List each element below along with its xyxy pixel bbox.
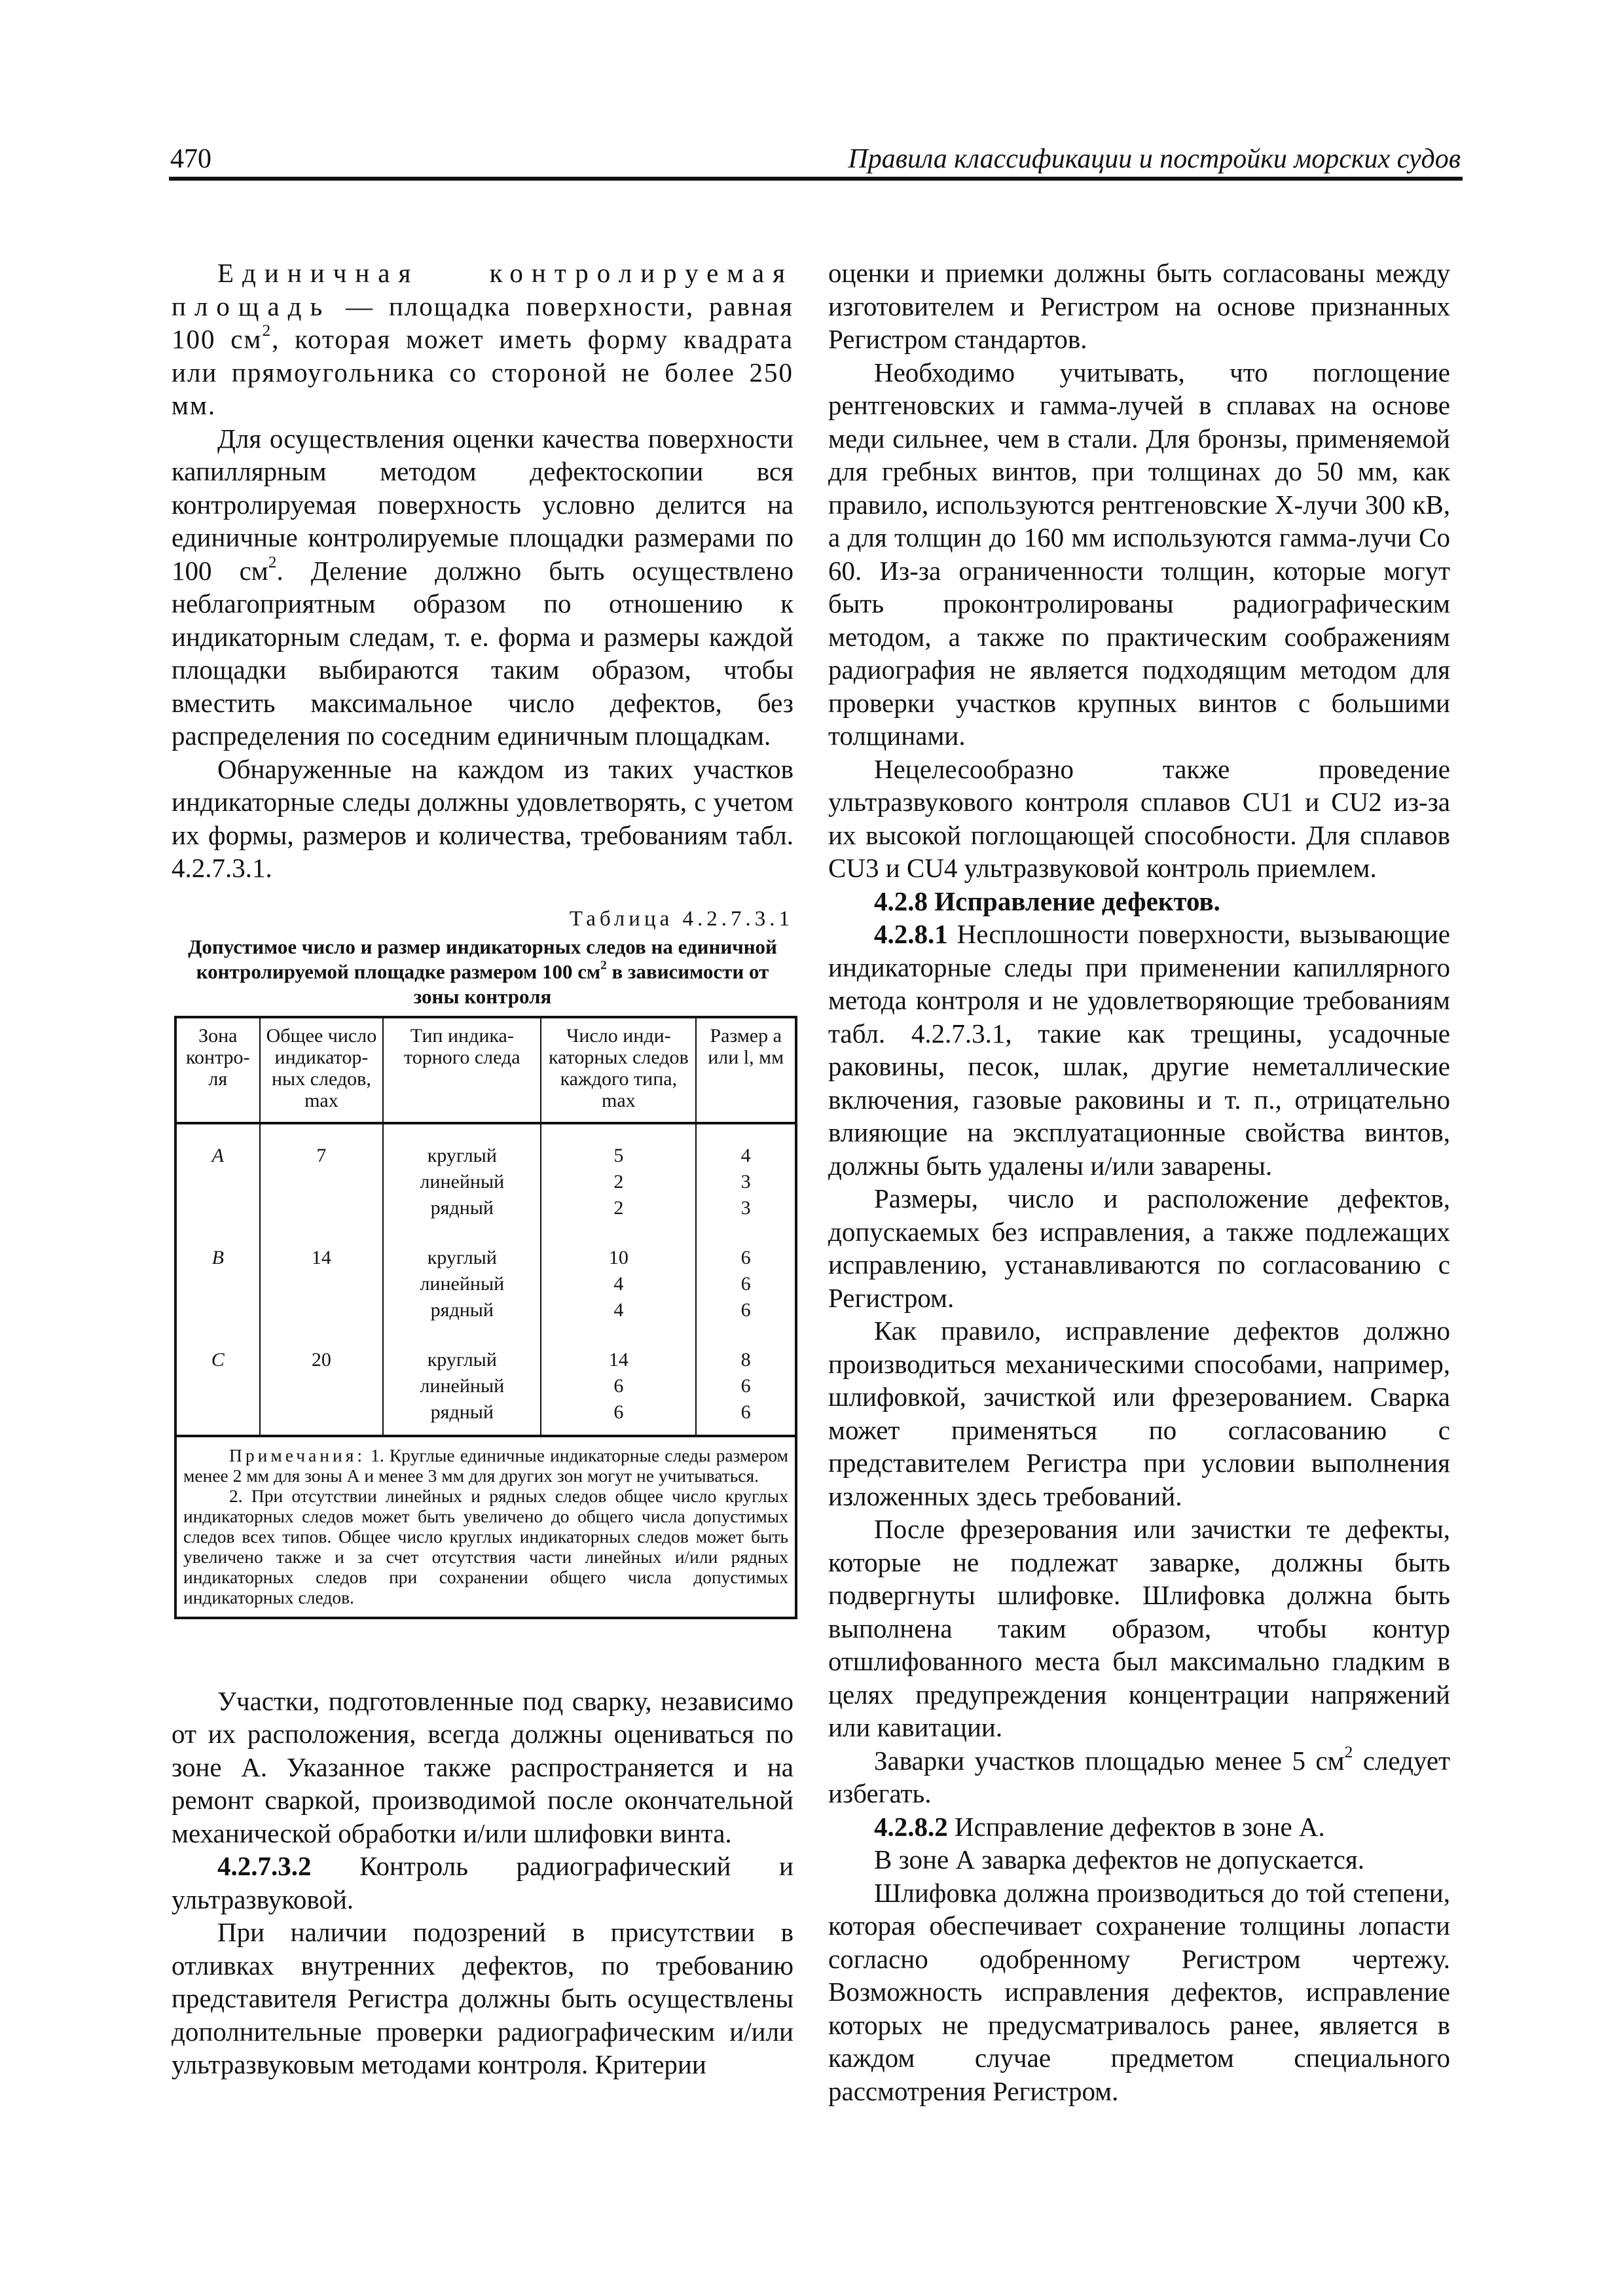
table-caption: Таблица 4.2.7.3.1	[569, 906, 793, 931]
zone-cell: B	[211, 1246, 224, 1268]
paragraph: Заварки участков площадью менее 5 $см^2$ следует избегать.	[828, 1742, 1450, 1808]
section-heading: 4.2.8 Исправление дефектов.	[874, 886, 1220, 916]
paragraph: Единичная контролируемая площадь — площадка поверхности, равная 100 $см^2$, которая может иметь форму квадрата или прямоугольника со стороной не более 250 мм.	[172, 258, 793, 420]
page-number: 470	[170, 144, 211, 174]
column-header: Число инди-каторных следов каждого типа, max	[541, 1017, 696, 1123]
paragraph: В зоне А заварка дефектов не допускается.	[874, 1844, 1364, 1874]
table-row: C 20 круглый линейный рядный 14 6 6 8 6 6	[175, 1347, 796, 1436]
paragraph: При наличии подозрений в присутствии в отливках внутренних дефектов, по требованию представителя Регистра должны быть осуществлены дополнительные проверки радиографическим и/или ультразвуковым методами контроля. Критерии	[172, 1917, 793, 2079]
paragraph: После фрезерования или зачистки те дефекты, которые не подлежат заварке, должны быть подвергнуты шлифовке. Шлифовка должна быть выполнена таким образом, чтобы контур отшлифованного места был максимально гладким в целях предупреждения концентрации напряжений или кавитации.	[828, 1514, 1450, 1742]
paragraph: Размеры, число и расположение дефектов, допускаемых без исправления, а также подлежащих исправлению, устанавливаются по согласованию с Регистром.	[828, 1183, 1450, 1313]
total-cell: 14	[311, 1246, 331, 1268]
paragraph: Как правило, исправление дефектов должно производиться механическими способами, например, шлифовкой, зачисткой или фрезерованием. Сварка может применяться по согласованию с представителем Регистра при условии выполнения изложенных здесь требований.	[828, 1316, 1450, 1511]
left-column	[172, 257, 793, 2081]
table-row: B 14 круглый линейный рядный 10 4 4 6 6 6	[175, 1245, 796, 1347]
table-notes: Примечания: 1. Круглые единичные индикаторные следы размером менее 2 мм для зоны А и менее 3 мм для других зон могут не учитываться. 2. При отсутствии линейных и рядных следов общее число круглых индикаторных следов может быть увеличено до общего числа допустимых следов всех типов. Общее число круглых индикаторных следов может быть увеличено также и за счет отсутствия части линейных и/или рядных индикаторных следов при сохранении общего числа допустимых индикаторных следов.	[175, 1436, 796, 1618]
running-title: Правила классификации и постройки морских судов	[848, 144, 1461, 174]
paragraph: Нецелесообразно также проведение ультразвукового контроля сплавов CU1 и CU2 из-за их высокой поглощающей способности. Для сплавов CU3 и CU4 ультразвуковой контроль приемлем.	[828, 753, 1450, 883]
table-header-row	[175, 1017, 796, 1123]
column-header: Размер a или l, мм	[696, 1017, 796, 1123]
column-header: Зона контро-ля	[175, 1017, 260, 1123]
paragraph: 4.2.7.3.2 Контроль радиографический и ультразвуковой.	[172, 1851, 793, 1914]
paragraph: Для осуществления оценки качества поверхности капиллярным методом дефектоскопии вся контролируемая поверхность условно делится на единичные контролируемые площадки размерами по 100 $см^2$. Деление должно быть осуществлено неблагоприятным образом по отношению к индикаторным следам, т. е. форма и размеры каждой площадки выбираются таким образом, чтобы вместить максимальное число дефектов, без распределения по соседним единичным площадкам.	[172, 423, 793, 751]
header-rule	[169, 177, 1463, 181]
term: Единичная контролируемая площадь	[172, 258, 793, 321]
paragraph: оценки и приемки должны быть согласованы между изготовителем и Регистром на основе признанных Регистром стандартов.	[828, 258, 1450, 354]
paragraph: 4.2.8.2 Исправление дефектов в зоне А.	[874, 1811, 1325, 1842]
zone-cell: C	[211, 1348, 225, 1371]
column-header: Тип индика-торного следа	[383, 1017, 541, 1123]
right-column	[828, 257, 1450, 2108]
table-title: Допустимое число и размер индикаторных следов на единичной контролируемой площадке размером 100 $см^2$ в зависимости от зоны контроля	[188, 935, 777, 1008]
table-row: A 7 круглый линейный рядный 5 2 2 4 3 3	[175, 1123, 796, 1245]
zone-cell: A	[211, 1144, 224, 1166]
total-cell: 20	[311, 1348, 331, 1371]
paragraph: Шлифовка должна производиться до той степени, которая обеспечивает сохранение толщины лопасти согласно одобренному Регистром чертежу. Возможность исправления дефектов, исправление которых не предусматривалось ранее, является в каждом случае предметом специального рассмотрения Регистром.	[828, 1877, 1450, 2106]
total-cell: 7	[316, 1144, 327, 1166]
defects-table	[174, 1016, 797, 1619]
table-notes-row	[175, 1436, 796, 1618]
paragraph: 4.2.8.1 Несплошности поверхности, вызывающие индикаторные следы при применении капиллярного метода контроля и не удовлетворяющие требованиям табл. 4.2.7.3.1, такие как трещины, усадочные раковины, песок, шлак, другие неметаллические включения, газовые раковины и т. п., отрицательно влияющие на эксплуатационные свойства винтов, должны быть удалены и/или заварены.	[828, 919, 1450, 1181]
paragraph: Обнаруженные на каждом из таких участков индикаторные следы должны удовлетворять, с учетом их формы, размеров и количества, требованиям табл. 4.2.7.3.1.	[172, 753, 793, 883]
paragraph: Необходимо учитывать, что поглощение рентгеновских и гамма-лучей в сплавах на основе меди сильнее, чем в стали. Для бронзы, применяемой для гребных винтов, при толщинах до 50 мм, как правило, используются рентгеновские X-лучи 300 кВ, а для толщин до 160 мм используются гамма-лучи Co 60. Из-за ограниченности толщин, которые могут быть проконтролированы радиографическим методом, а также по практическим соображениям радиография не является подходящим методом для проверки участков крупных винтов с большими толщинами.	[828, 357, 1450, 751]
paragraph: Участки, подготовленные под сварку, независимо от их расположения, всегда должны оцениваться по зоне А. Указанное также распространяется и на ремонт сваркой, производимой после окончательной механической обработки и/или шлифовки винта.	[172, 1685, 793, 1848]
column-header: Общее число индикатор-ных следов, max	[260, 1017, 384, 1123]
